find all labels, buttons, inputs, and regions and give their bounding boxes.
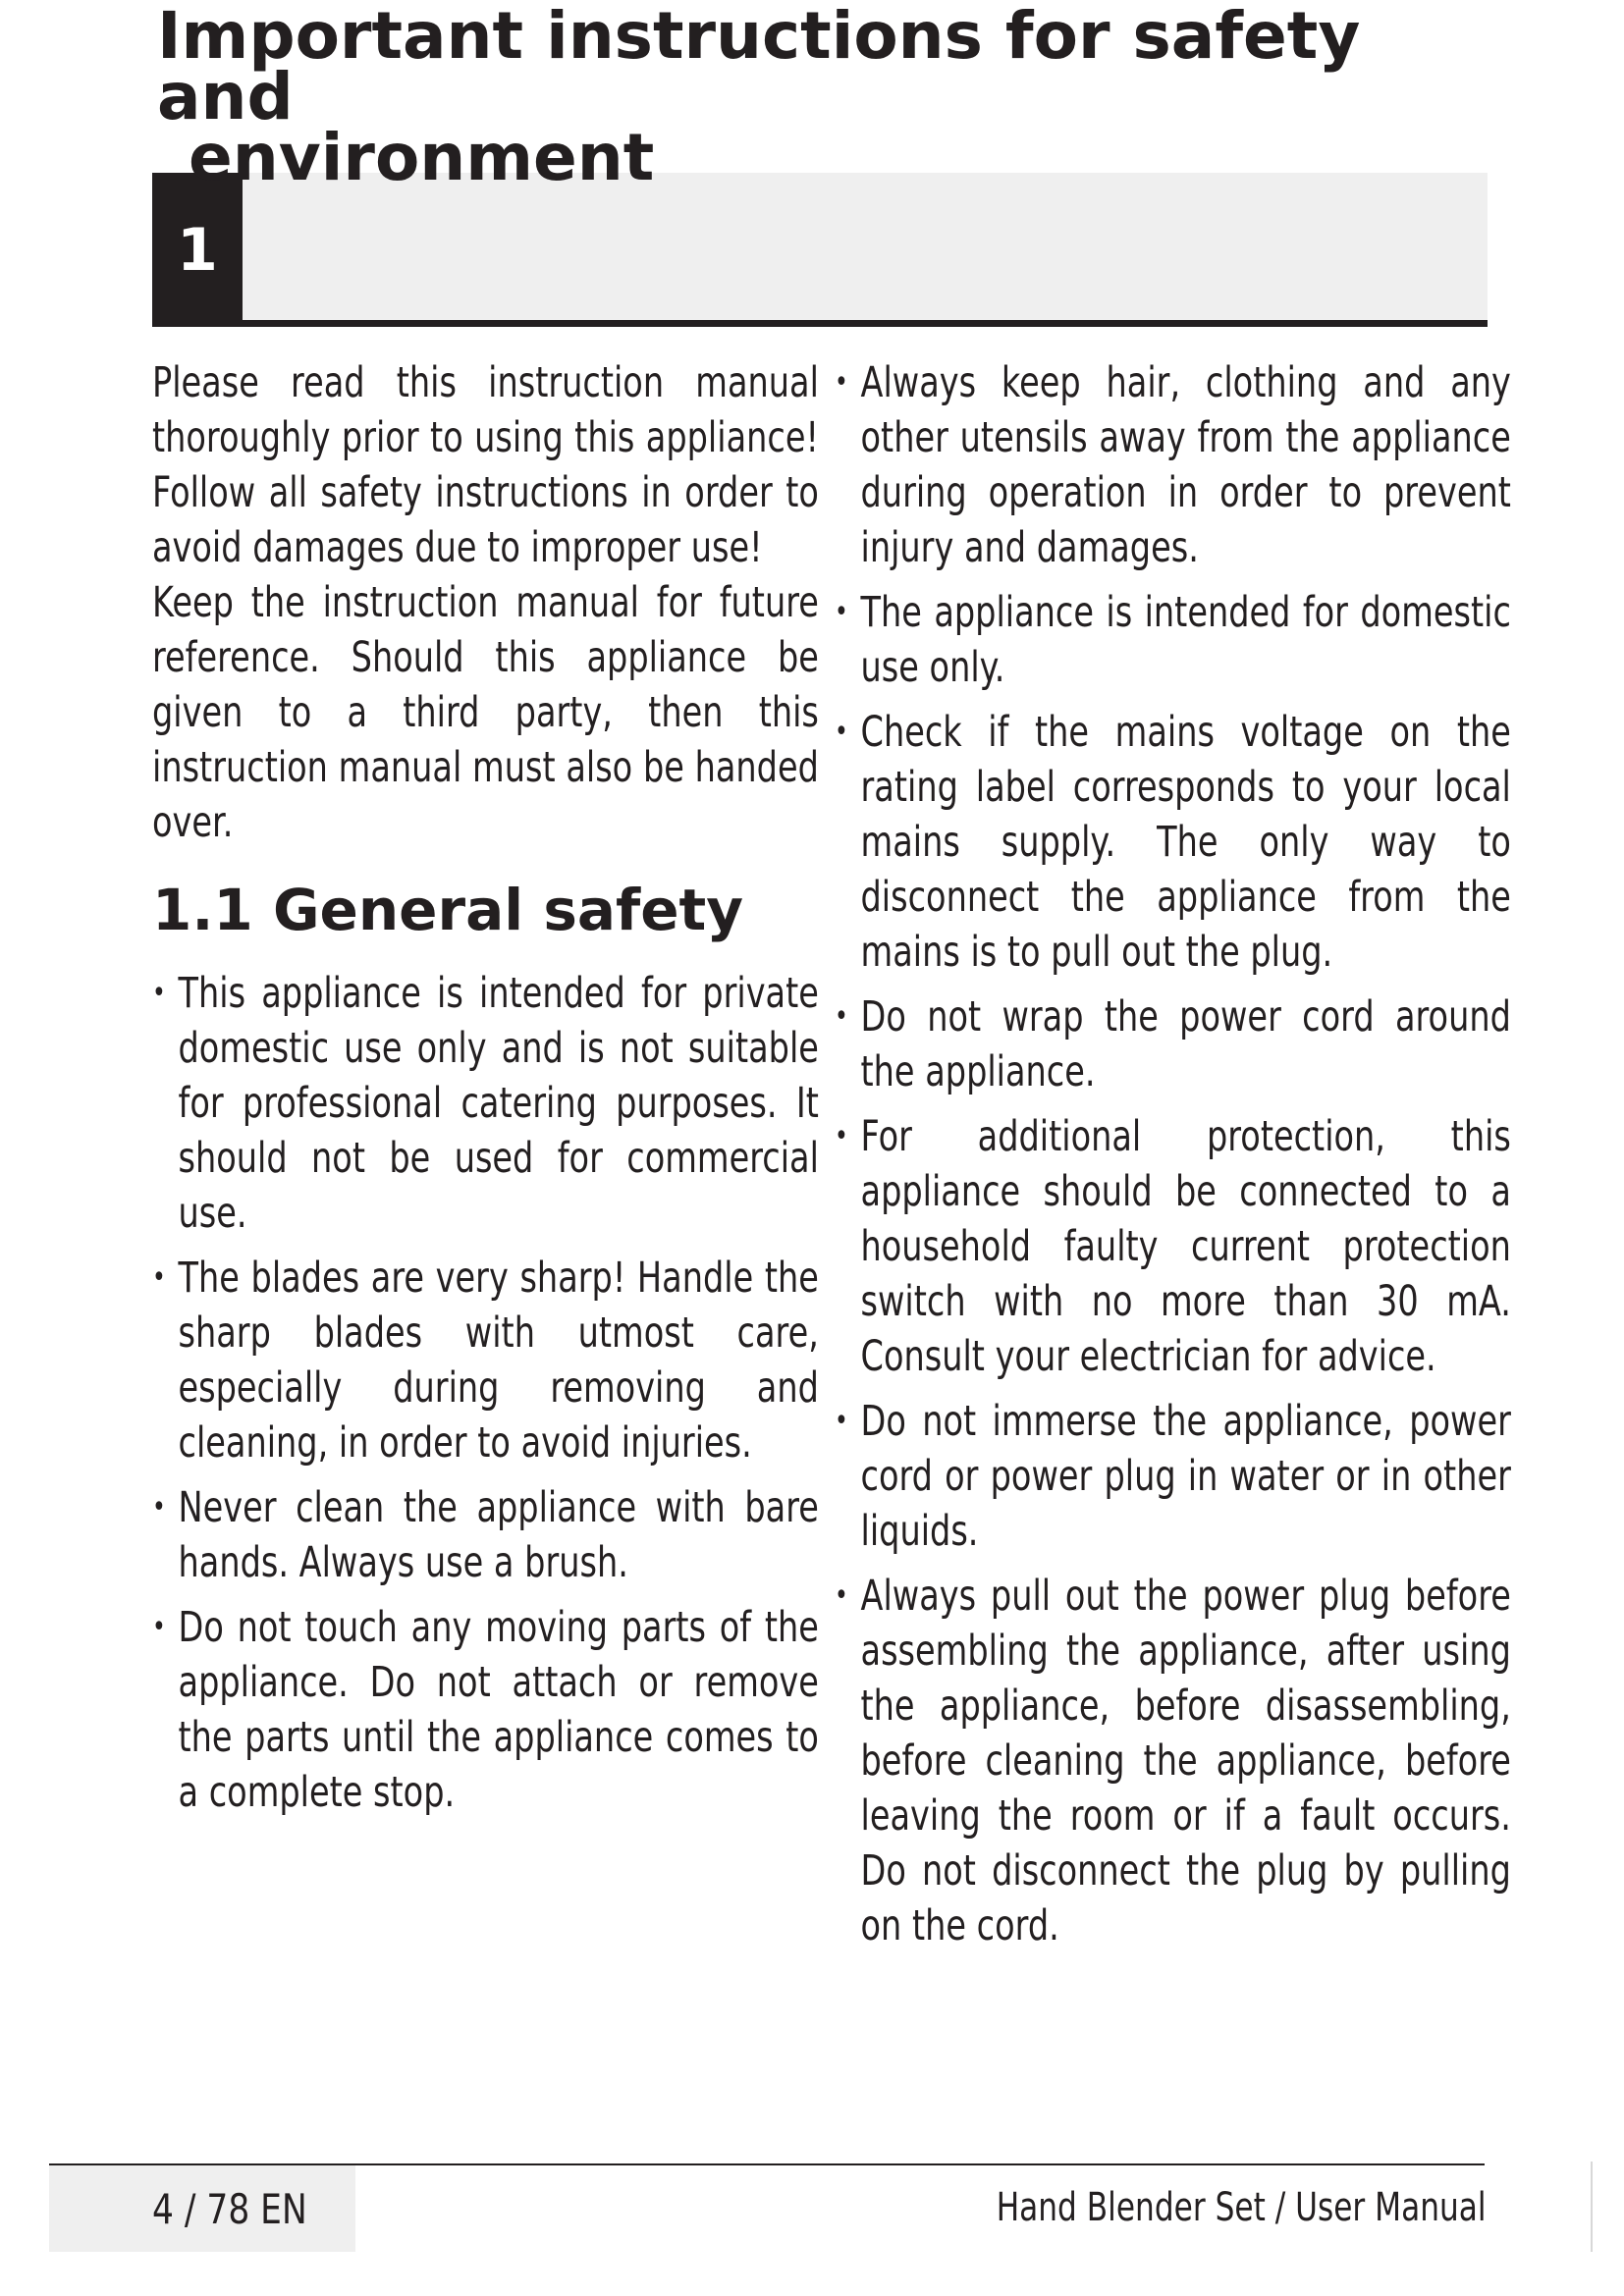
section-title: 1.1 General safety <box>152 877 744 943</box>
page-number: 4 / 78 EN <box>152 2185 307 2233</box>
intro-text <box>152 355 819 850</box>
list-item-text: Never clean the appliance with bare hands. Always use a brush. <box>178 1483 819 1587</box>
list-item <box>835 1569 1511 1953</box>
list-item <box>835 1394 1511 1559</box>
bullet-icon: • <box>835 1404 848 1438</box>
bullet-icon: • <box>152 1610 166 1644</box>
list-item <box>835 989 1511 1099</box>
list-item-text: The appliance is intended for domestic use only. <box>860 588 1511 692</box>
list-item <box>152 1600 819 1820</box>
left-bullet-list-wrapper <box>152 966 819 1820</box>
intro-paragraph: Keep the instruction manual for future reference. Should this appliance be given to a third party, then this instruction manual must also be handed over. <box>152 578 819 847</box>
intro-paragraph: Please read this instruction manual thoroughly prior to using this appliance! Follow all safety instructions in order to avoid damages due to improper use! <box>152 358 819 572</box>
bullet-icon: • <box>152 976 166 1010</box>
list-item-text: This appliance is intended for private domestic use only and is not suitable for professional catering purposes. It should not be used for commercial use. <box>178 969 819 1238</box>
chapter-title <box>157 0 1473 195</box>
right-bullet-list <box>835 355 1511 1953</box>
bullet-icon: • <box>152 1260 166 1295</box>
right-column <box>835 355 1512 1963</box>
list-item-text: The blades are very sharp! Handle the sharp blades with utmost care, especially during removing and cleaning, in order to avoid injuries. <box>178 1254 819 1468</box>
left-bullet-list <box>152 966 819 1820</box>
document-title: Hand Blender Set / User Manual <box>997 2185 1487 2230</box>
bullet-icon: • <box>835 1578 848 1613</box>
list-item-text: Always keep hair, clothing and any other utensils away from the appliance during operation in order to prevent injury and damages. <box>860 358 1511 572</box>
chapter-number: 1 <box>152 173 243 327</box>
list-item-text: Do not touch any moving parts of the appliance. Do not attach or remove the parts until the appliance comes to a complete stop. <box>178 1603 819 1817</box>
bullet-icon: • <box>835 1119 848 1153</box>
chapter-title-line2: environment <box>189 120 655 195</box>
list-item-text: Do not wrap the power cord around the appliance. <box>860 992 1511 1096</box>
bullet-icon: • <box>152 1490 166 1524</box>
bullet-icon: • <box>835 999 848 1034</box>
list-item-text: For additional protection, this appliance should be connected to a household faulty current protection switch with no more than 30 mA. Consult your electrician for advice. <box>860 1112 1511 1381</box>
right-bullet-list-wrapper <box>835 355 1511 1953</box>
list-item <box>152 1251 819 1470</box>
list-item <box>152 1480 819 1590</box>
chapter-header <box>152 173 1488 327</box>
bullet-icon: • <box>835 365 848 400</box>
list-item <box>835 355 1511 575</box>
list-item-text: Check if the mains voltage on the rating label corresponds to your local mains supply. The only way to disconnect the appliance from the mains is to pull out the plug. <box>860 708 1511 977</box>
chapter-title-background <box>243 173 1488 327</box>
chapter-title-line1: Important instructions for safety and <box>157 0 1361 134</box>
bullet-icon: • <box>835 715 848 749</box>
list-item <box>835 705 1511 980</box>
list-item <box>835 585 1511 695</box>
left-column <box>152 355 820 1830</box>
page-edge-mark <box>1591 2162 1593 2252</box>
list-item-text: Do not immerse the appliance, power cord or power plug in water or in other liquids. <box>860 1397 1511 1556</box>
list-item <box>835 1109 1511 1384</box>
list-item-text: Always pull out the power plug before assembling the appliance, after using the appliance, before disassembling, before cleaning the appliance, before leaving the room or if a fault occurs. Do not disconnect the plug by pulling on the cord. <box>860 1572 1511 1950</box>
bullet-icon: • <box>835 595 848 629</box>
list-item <box>152 966 819 1241</box>
